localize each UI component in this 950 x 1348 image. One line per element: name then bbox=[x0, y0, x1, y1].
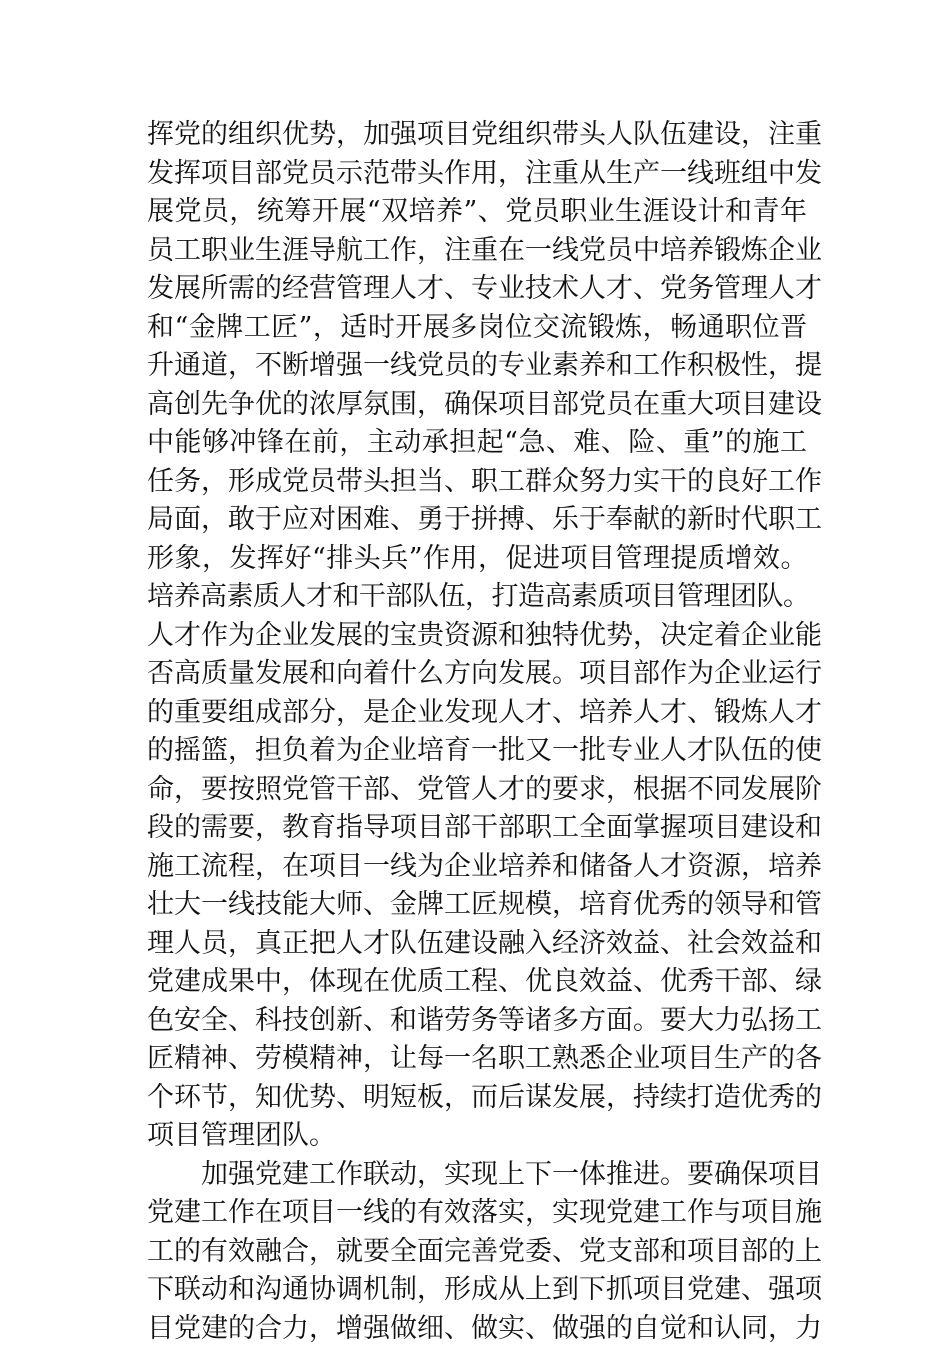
text-line: 目党建的合力，增强做细、做实、做强的自觉和认同，力 bbox=[147, 1310, 807, 1348]
text-line: 挥党的组织优势，加强项目党组织带头人队伍建设，注重 bbox=[147, 116, 807, 155]
body-text bbox=[147, 116, 807, 1348]
text-line: 项目管理团队。 bbox=[147, 1117, 807, 1156]
text-line: 局面，敢于应对困难、勇于拼搏、乐于奉献的新时代职工 bbox=[147, 501, 807, 540]
text-line: 个环节，知优势、明短板，而后谋发展，持续打造优秀的 bbox=[147, 1079, 807, 1118]
text-line: 命，要按照党管干部、党管人才的要求，根据不同发展阶 bbox=[147, 771, 807, 810]
text-line: 发挥项目部党员示范带头作用，注重从生产一线班组中发 bbox=[147, 155, 807, 194]
text-line: 工的有效融合，就要全面完善党委、党支部和项目部的上 bbox=[147, 1233, 807, 1272]
text-line: 施工流程，在项目一线为企业培养和储备人才资源，培养 bbox=[147, 848, 807, 887]
text-line: 展党员，统筹开展“双培养”、党员职业生涯设计和青年 bbox=[147, 193, 807, 232]
text-line: 理人员，真正把人才队伍建设融入经济效益、社会效益和 bbox=[147, 925, 807, 964]
text-line: 中能够冲锋在前，主动承担起“急、难、险、重”的施工 bbox=[147, 424, 807, 463]
text-line: 党建工作在项目一线的有效落实，实现党建工作与项目施 bbox=[147, 1194, 807, 1233]
text-line: 员工职业生涯导航工作，注重在一线党员中培养锻炼企业 bbox=[147, 232, 807, 271]
text-line: 发展所需的经营管理人才、专业技术人才、党务管理人才 bbox=[147, 270, 807, 309]
text-line: 和“金牌工匠”，适时开展多岗位交流锻炼，畅通职位晋 bbox=[147, 309, 807, 348]
text-line: 高创先争优的浓厚氛围，确保项目部党员在重大项目建设 bbox=[147, 386, 807, 425]
text-line: 党建成果中，体现在优质工程、优良效益、优秀干部、绿 bbox=[147, 963, 807, 1002]
text-line: 任务，形成党员带头担当、职工群众努力实干的良好工作 bbox=[147, 463, 807, 502]
text-line: 壮大一线技能大师、金牌工匠规模，培育优秀的领导和管 bbox=[147, 886, 807, 925]
text-line: 匠精神、劳模精神，让每一名职工熟悉企业项目生产的各 bbox=[147, 1040, 807, 1079]
text-line: 加强党建工作联动，实现上下一体推进。要确保项目 bbox=[147, 1156, 807, 1195]
text-line: 升通道，不断增强一线党员的专业素养和工作积极性，提 bbox=[147, 347, 807, 386]
text-line: 下联动和沟通协调机制，形成从上到下抓项目党建、强项 bbox=[147, 1271, 807, 1310]
text-line: 否高质量发展和向着什么方向发展。项目部作为企业运行 bbox=[147, 655, 807, 694]
text-line: 人才作为企业发展的宝贵资源和独特优势，决定着企业能 bbox=[147, 617, 807, 656]
text-line: 段的需要，教育指导项目部干部职工全面掌握项目建设和 bbox=[147, 809, 807, 848]
text-line: 的重要组成部分，是企业发现人才、培养人才、锻炼人才 bbox=[147, 694, 807, 733]
text-line: 色安全、科技创新、和谐劳务等诸多方面。要大力弘扬工 bbox=[147, 1002, 807, 1041]
text-line: 培养高素质人才和干部队伍，打造高素质项目管理团队。 bbox=[147, 578, 807, 617]
text-line: 形象，发挥好“排头兵”作用，促进项目管理提质增效。 bbox=[147, 540, 807, 579]
text-line: 的摇篮，担负着为企业培育一批又一批专业人才队伍的使 bbox=[147, 732, 807, 771]
